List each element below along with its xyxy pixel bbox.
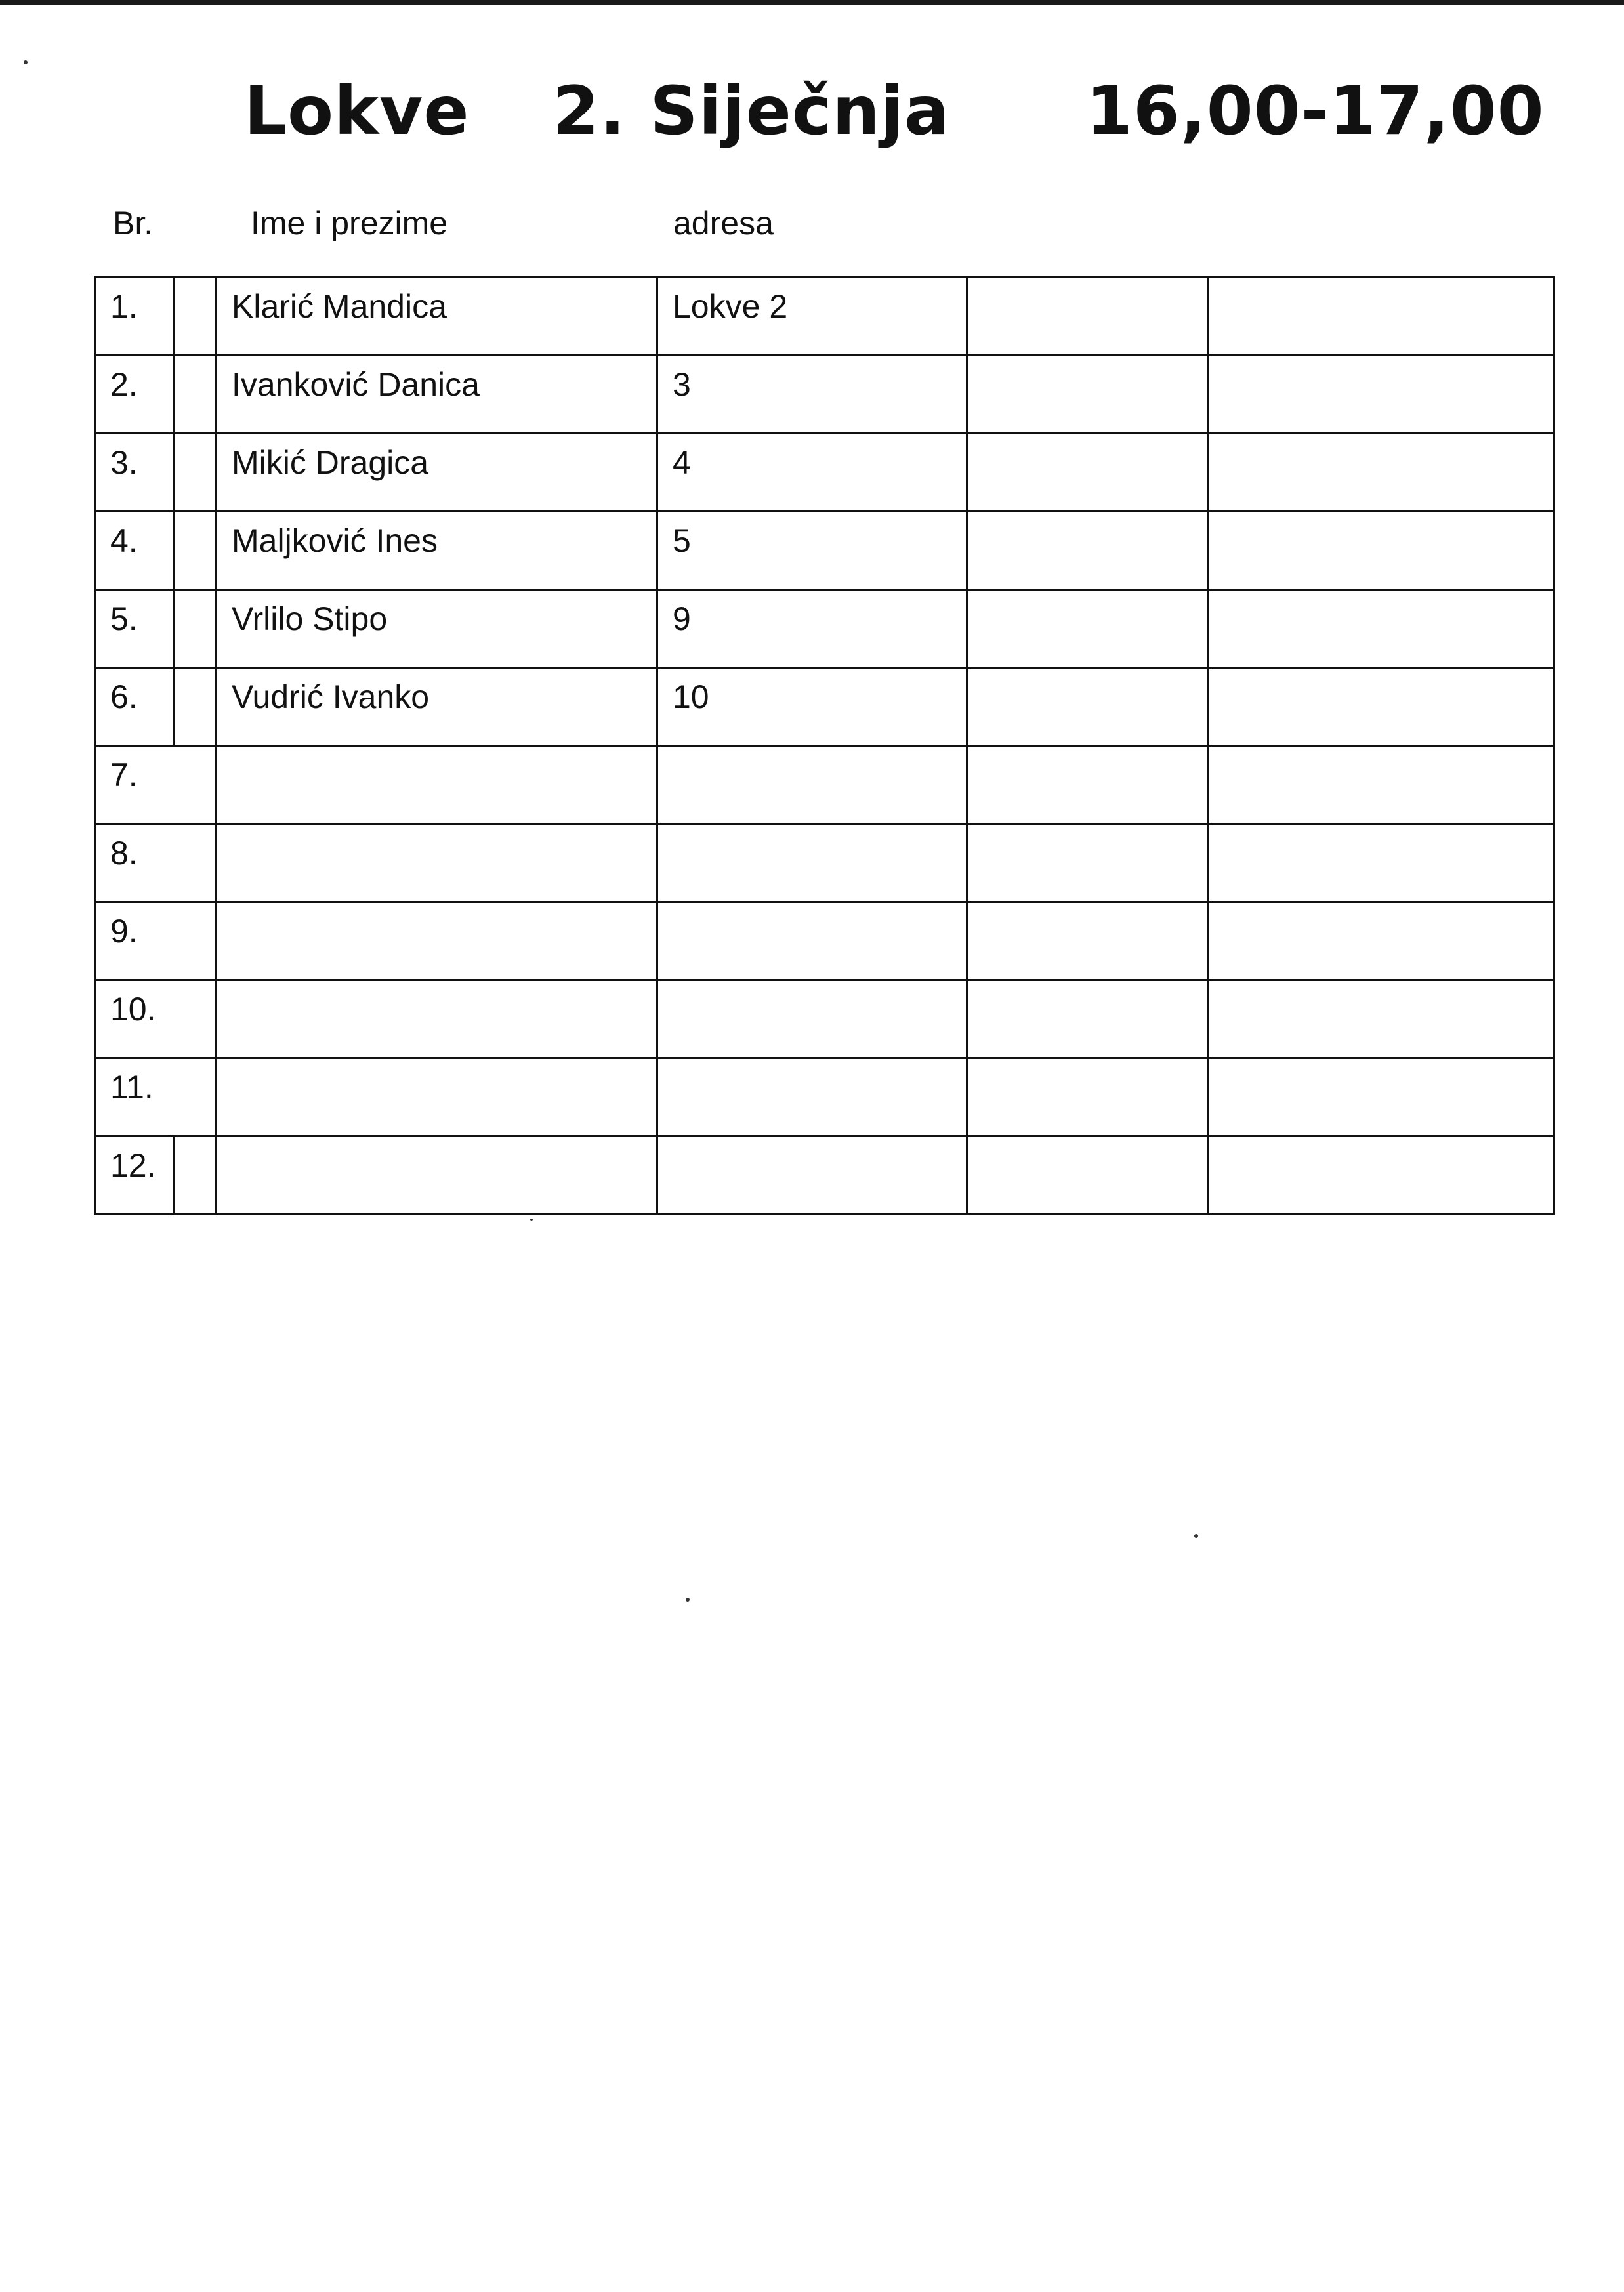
table-row — [95, 668, 1554, 746]
table-row — [95, 512, 1554, 590]
cell-blank-narrow — [174, 746, 217, 824]
cell-number: 9. — [95, 902, 174, 980]
cell-blank-narrow — [174, 512, 217, 590]
cell-number: 1. — [95, 278, 174, 356]
cell-name: Vudrić Ivanko — [217, 668, 657, 746]
cell-address — [657, 746, 967, 824]
cell-number: 11. — [95, 1058, 174, 1136]
cell-address — [657, 980, 967, 1058]
cell-number: 6. — [95, 668, 174, 746]
cell-blank — [967, 980, 1209, 1058]
cell-number: 5. — [95, 590, 174, 668]
cell-number: 12. — [95, 1136, 174, 1215]
title-date: 2. Siječnja — [552, 72, 950, 150]
cell-blank — [1209, 980, 1554, 1058]
cell-address: 10 — [657, 668, 967, 746]
cell-blank-narrow — [174, 980, 217, 1058]
scan-speck — [24, 60, 28, 64]
cell-blank-narrow — [174, 590, 217, 668]
cell-blank — [1209, 590, 1554, 668]
list-table — [94, 276, 1555, 1215]
cell-blank — [1209, 1058, 1554, 1136]
scan-edge — [0, 0, 1624, 5]
list-table-body — [95, 278, 1554, 1215]
table-row — [95, 356, 1554, 434]
cell-blank-narrow — [174, 902, 217, 980]
cell-address: 4 — [657, 434, 967, 512]
cell-blank — [967, 668, 1209, 746]
cell-blank — [967, 902, 1209, 980]
cell-number: 10. — [95, 980, 174, 1058]
cell-name — [217, 1058, 657, 1136]
cell-blank — [967, 1058, 1209, 1136]
cell-blank-narrow — [174, 278, 217, 356]
cell-blank — [1209, 746, 1554, 824]
cell-blank — [1209, 824, 1554, 902]
cell-blank-narrow — [174, 434, 217, 512]
cell-address: 3 — [657, 356, 967, 434]
cell-blank — [1209, 434, 1554, 512]
cell-name: Maljković Ines — [217, 512, 657, 590]
cell-name: Vrlilo Stipo — [217, 590, 657, 668]
cell-blank — [967, 278, 1209, 356]
table-row — [95, 590, 1554, 668]
cell-address — [657, 902, 967, 980]
column-header-address: adresa — [673, 205, 774, 241]
table-row — [95, 278, 1554, 356]
title-time: 16,00-17,00 — [1086, 72, 1545, 150]
scan-speck — [686, 1598, 690, 1602]
cell-number: 4. — [95, 512, 174, 590]
cell-name — [217, 902, 657, 980]
table-row — [95, 824, 1554, 902]
cell-blank — [1209, 512, 1554, 590]
cell-name: Ivanković Danica — [217, 356, 657, 434]
cell-blank — [1209, 668, 1554, 746]
cell-blank — [967, 434, 1209, 512]
column-header-name: Ime i prezime — [251, 205, 448, 241]
cell-name: Mikić Dragica — [217, 434, 657, 512]
cell-blank — [1209, 356, 1554, 434]
table-row — [95, 1136, 1554, 1215]
table-row — [95, 902, 1554, 980]
title-place: Lokve — [244, 72, 470, 150]
scan-speck — [1194, 1534, 1198, 1538]
cell-blank — [967, 356, 1209, 434]
cell-address — [657, 824, 967, 902]
cell-blank-narrow — [174, 1136, 217, 1215]
cell-name — [217, 746, 657, 824]
cell-blank — [967, 512, 1209, 590]
cell-name — [217, 1136, 657, 1215]
cell-address — [657, 1058, 967, 1136]
cell-blank — [967, 1136, 1209, 1215]
column-header-number: Br. — [113, 205, 154, 241]
cell-blank-narrow — [174, 1058, 217, 1136]
cell-blank-narrow — [174, 668, 217, 746]
cell-number: 3. — [95, 434, 174, 512]
cell-blank-narrow — [174, 356, 217, 434]
cell-blank — [967, 590, 1209, 668]
table-row — [95, 1058, 1554, 1136]
cell-number: 7. — [95, 746, 174, 824]
cell-number: 8. — [95, 824, 174, 902]
cell-blank — [1209, 278, 1554, 356]
cell-blank — [967, 824, 1209, 902]
cell-address: 5 — [657, 512, 967, 590]
cell-address: Lokve 2 — [657, 278, 967, 356]
table-row — [95, 980, 1554, 1058]
cell-number: 2. — [95, 356, 174, 434]
cell-name — [217, 980, 657, 1058]
cell-name: Klarić Mandica — [217, 278, 657, 356]
table-row — [95, 434, 1554, 512]
cell-name — [217, 824, 657, 902]
scan-speck — [530, 1219, 533, 1221]
cell-blank-narrow — [174, 824, 217, 902]
cell-address — [657, 1136, 967, 1215]
cell-blank — [1209, 1136, 1554, 1215]
table-row — [95, 746, 1554, 824]
cell-blank — [967, 746, 1209, 824]
cell-address: 9 — [657, 590, 967, 668]
cell-blank — [1209, 902, 1554, 980]
